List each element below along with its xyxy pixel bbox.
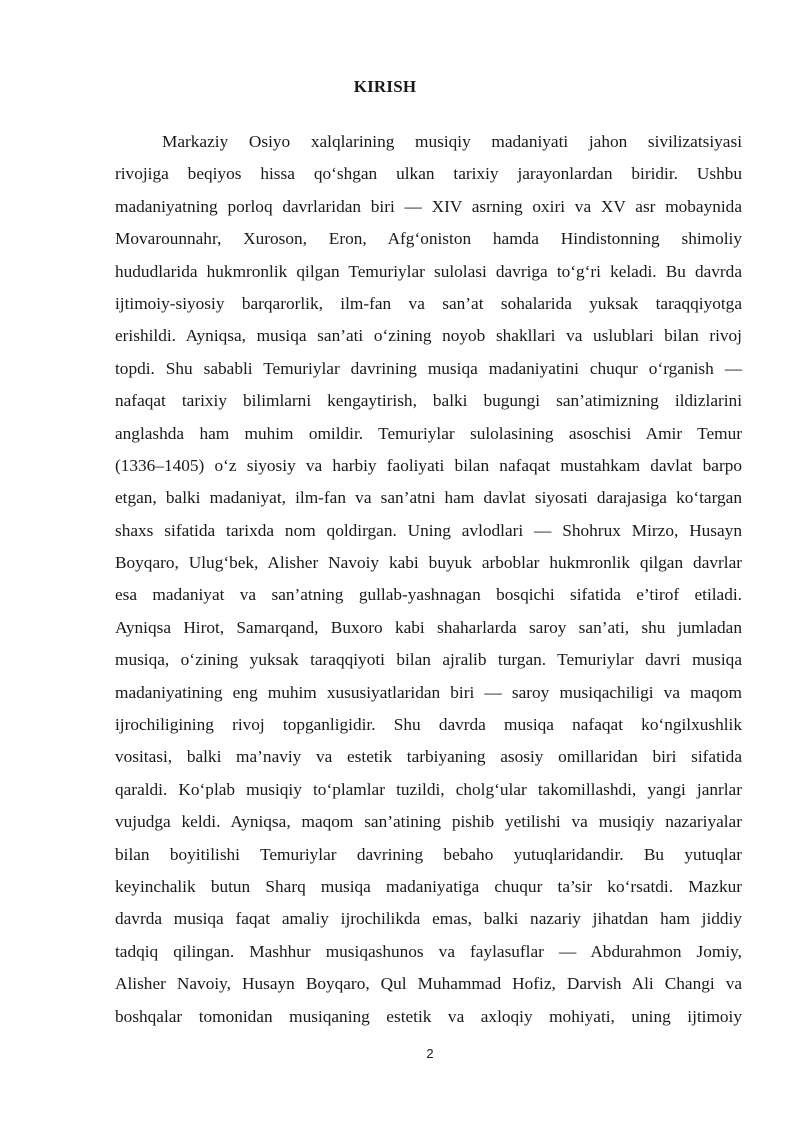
text-line: shaxs sifatida tarixda nom qoldirgan. Uning avlodlari — Shohrux Mirzo, Husayn (115, 520, 742, 540)
section-heading: KIRISH (353, 77, 417, 96)
text-line: (1336–1405) o‘z siyosiy va harbiy faoliyati bilan nafaqat mustahkam davlat barpo (115, 455, 742, 475)
page-number: 2 (426, 1046, 434, 1061)
text-line: esa madaniyat va san’atning gullab-yashnagan bosqichi sifatida e’tirof etiladi. (115, 585, 742, 605)
text-line: madaniyatining eng muhim xususiyatlaridan biri — saroy musiqachiligi va maqom (115, 682, 742, 702)
text-line: Markaziy Osiyo xalqlarining musiqiy madaniyati jahon sivilizatsiyasi (162, 132, 742, 151)
text-line: Ayniqsa Hirot, Samarqand, Buxoro kabi shaharlarda saroy san’ati, shu jumladan (115, 617, 742, 637)
text-line: davrda musiqa faqat amaliy ijrochilikda emas, balki nazariy jihatdan ham jiddiy (115, 909, 742, 929)
text-line: qaraldi. Ko‘plab musiqiy to‘plamlar tuzildi, cholg‘ular takomillashdi, yangi janrlar (115, 779, 742, 799)
text-line: madaniyatning porloq davrlaridan biri — XIV asrning oxiri va XV asr mobaynida (115, 196, 742, 216)
text-line: Alisher Navoiy, Husayn Boyqaro, Qul Muhammad Hofiz, Darvish Ali Changi va (115, 974, 742, 994)
text-line: ijtimoiy-siyosiy barqarorlik, ilm-fan va san’at sohalarida yuksak taraqqiyotga (115, 293, 742, 313)
text-line: hududlarida hukmronlik qilgan Temuriylar sulolasi davriga to‘g‘ri keladi. Bu davrda (115, 261, 742, 281)
text-line: vujudga keldi. Ayniqsa, maqom san’atining pishib yetilishi va musiqiy nazariyalar (115, 812, 742, 832)
text-line: erishildi. Ayniqsa, musiqa san’ati o‘zining noyob shakllari va uslublari bilan rivoj (115, 326, 742, 346)
text-line: nafaqat tarixiy bilimlarni kengaytirish, balki bugungi san’atimizning ildizlarini (115, 391, 742, 411)
text-line: Movarounnahr, Xuroson, Eron, Afg‘oniston hamda Hindistonning shimoliy (115, 229, 742, 249)
text-line: vositasi, balki ma’naviy va estetik tarbiyaning asosiy omillaridan biri sifatida (115, 747, 742, 767)
text-line: anglashda ham muhim omildir. Temuriylar sulolasining asoschisi Amir Temur (115, 423, 742, 443)
text-line: ijrochiligining rivoj topganligidir. Shu davrda musiqa nafaqat ko‘ngilxushlik (115, 715, 742, 735)
text-line: boshqalar tomonidan musiqaning estetik va axloqiy mohiyati, uning ijtimoiy (115, 1006, 742, 1026)
text-line: etgan, balki madaniyat, ilm-fan va san’atni ham davlat siyosati darajasiga ko‘targan (115, 488, 742, 508)
text-line: Boyqaro, Ulug‘bek, Alisher Navoiy kabi buyuk arboblar hukmronlik qilgan davrlar (115, 553, 742, 573)
text-line: topdi. Shu sababli Temuriylar davrining musiqa madaniyatini chuqur o‘rganish — (115, 358, 742, 378)
text-line: bilan boyitilishi Temuriylar davrining bebaho yutuqlaridandir. Bu yutuqlar (115, 844, 742, 864)
text-line: musiqa, o‘zining yuksak taraqqiyoti bilan ajralib turgan. Temuriylar davri musiqa (115, 650, 742, 670)
body-paragraph (115, 126, 742, 1033)
text-line: keyinchalik butun Sharq musiqa madaniyatiga chuqur ta’sir ko‘rsatdi. Mazkur (115, 876, 742, 896)
text-line: rivojiga beqiyos hissa qo‘shgan ulkan tarixiy jarayonlardan biridir. Ushbu (115, 164, 742, 184)
text-line: tadqiq qilingan. Mashhur musiqashunos va faylasuflar — Abdurahmon Jomiy, (115, 941, 742, 961)
